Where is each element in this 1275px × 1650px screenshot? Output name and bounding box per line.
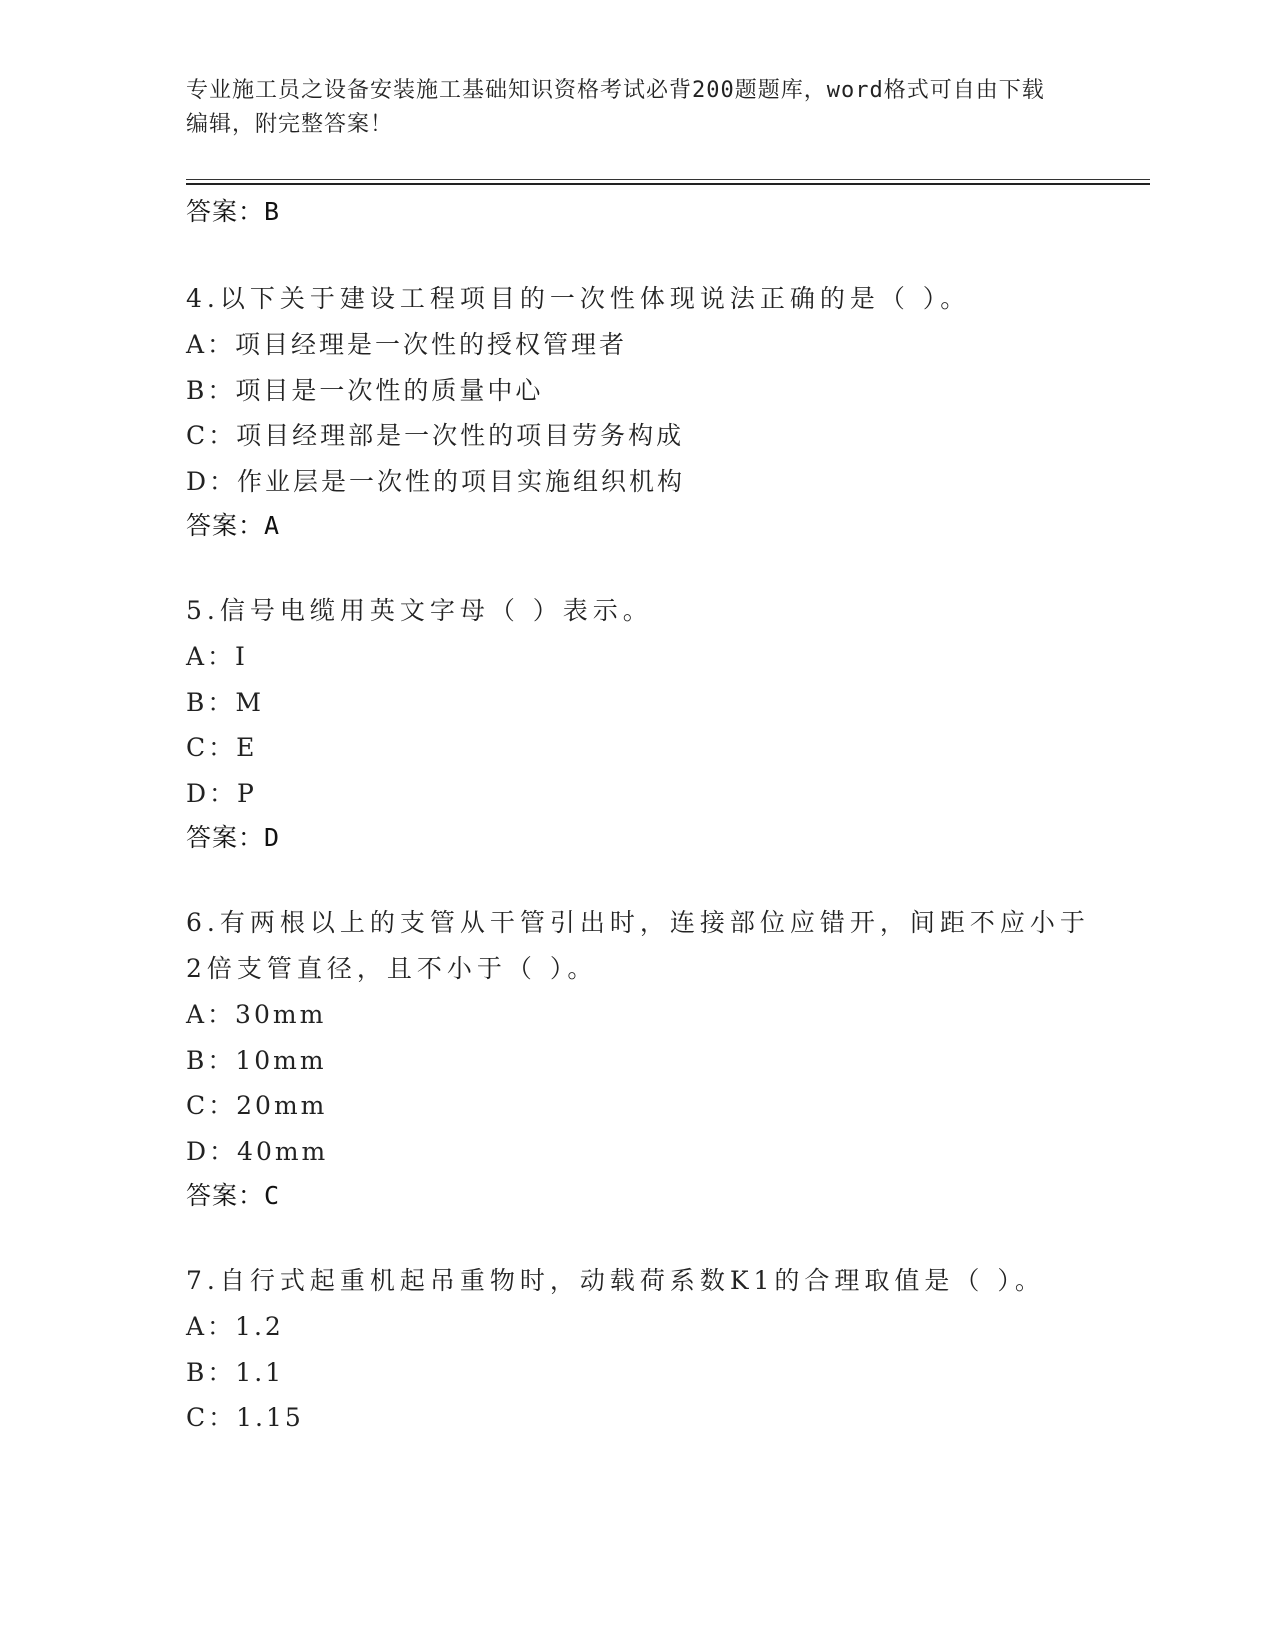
question-stem-line-2: 2倍支管直径，且不小于（ ）。 [186, 954, 598, 983]
question-stem-line-1: 6.有两根以上的支管从干管引出时，连接部位应错开，间距不应小于 [186, 908, 1090, 937]
option-a: A：项目经理是一次性的授权管理者 [186, 330, 628, 359]
answer-line: 答案：A [186, 511, 281, 540]
option-b: B：项目是一次性的质量中心 [186, 375, 544, 405]
document-header: 专业施工员之设备安装施工基础知识资格考试必背200题题库，word格式可自由下载编辑，附完整答案！ [186, 78, 1045, 137]
question-stem: 5.信号电缆用英文字母（ ）表示。 [186, 596, 653, 625]
option-b: B：10mm [186, 1045, 327, 1075]
header-divider [186, 179, 1150, 180]
answer-line: 答案：C [186, 1181, 281, 1210]
option-d: D：40mm [186, 1136, 329, 1166]
question-list [186, 190, 1150, 1441]
question-stem: 7.自行式起重机起吊重物时，动载荷系数K1的合理取值是（ ）。 [186, 1266, 1045, 1295]
question-block-5 [186, 588, 1150, 860]
answer-line: 答案：B [186, 197, 281, 226]
question-stem: 4.以下关于建设工程项目的一次性体现说法正确的是（ ）。 [186, 284, 971, 313]
option-a: A：30mm [186, 1000, 327, 1029]
option-b: B：M [186, 687, 264, 717]
option-a: A：I [186, 642, 248, 671]
header-divider-thick [186, 183, 1150, 185]
option-c: C：E [186, 733, 258, 762]
option-c: C：项目经理部是一次性的项目劳务构成 [186, 421, 685, 450]
question-block-6 [186, 900, 1150, 1218]
option-a: A：1.2 [186, 1312, 284, 1341]
question-block-4 [186, 276, 1150, 548]
answer-line: 答案：D [186, 823, 281, 852]
option-b: B：1.1 [186, 1357, 285, 1387]
option-c: C：1.15 [186, 1403, 304, 1432]
question-block-7 [186, 1258, 1150, 1441]
option-d: D：P [186, 778, 257, 808]
option-d: D：作业层是一次性的项目实施组织机构 [186, 466, 686, 496]
option-c: C：20mm [186, 1091, 328, 1120]
